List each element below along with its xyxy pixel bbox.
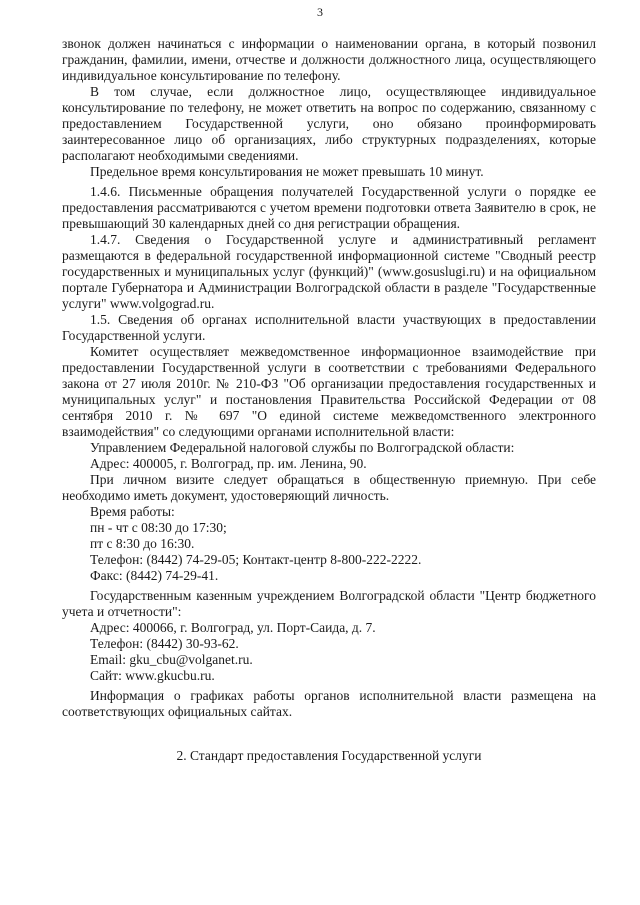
paragraph: Сайт: www.gkucbu.ru.: [90, 668, 215, 683]
paragraph: Email: gku_cbu@volganet.ru.: [90, 652, 253, 667]
paragraph: Государственным казенным учреждением Волгоградской области "Центр бюджетного учета и отчетности":: [62, 588, 596, 619]
paragraph: 1.5. Сведения об органах исполнительной власти участвующих в предоставлении Государственной услуги.: [62, 312, 596, 343]
section-title: 2. Стандарт предоставления Государственной услуги: [176, 748, 482, 763]
paragraph: Адрес: 400005, г. Волгоград, пр. им. Ленина, 90.: [90, 456, 367, 471]
paragraph: Телефон: (8442) 74-29-05; Контакт-центр 8-800-222-2222.: [90, 552, 422, 567]
page-number: 3: [317, 5, 323, 19]
document-body: [62, 36, 596, 720]
paragraph: Адрес: 400066, г. Волгоград, ул. Порт-Саида, д. 7.: [90, 620, 376, 635]
paragraph: В том случае, если должностное лицо, осуществляющее индивидуальное консультирование по телефону, не может ответить на вопрос по содержанию, связанному с предоставлением Государственной услуги, оно обязано проинформировать заинтересованное лицо об организациях, либо структурных подразделениях, которые располагают необходимыми сведениями.: [62, 84, 596, 163]
paragraph: 1.4.7. Сведения о Государственной услуге и административный регламент размещаются в федеральной государственной информационной системе "Сводный реестр государственных и муниципальных услуг (функций)" (www.gosuslugi.ru) и на официальном портале Губернатора и Администрации Волгоградской области в разделе "Государственные услуги" www.volgograd.ru.: [62, 232, 596, 311]
paragraph: Предельное время консультирования не может превышать 10 минут.: [90, 164, 484, 179]
paragraph: Комитет осуществляет межведомственное информационное взаимодействие при предоставлении Государственной услуги в соответствии с требованиями Федерального закона от 27 июля 2010г. № 210-ФЗ "Об организации предоставления государственных и муниципальных услуг" и постановления Правительства Российской Федерации от 08 сентября 2010 г. № 697 "О единой системе межведомственного электронного взаимодействия" со следующими органами исполнительной власти:: [62, 344, 596, 439]
paragraph: Факс: (8442) 74-29-41.: [90, 568, 219, 583]
paragraph: При личном визите следует обращаться в общественную приемную. При себе необходимо иметь документ, удостоверяющий личность.: [62, 472, 596, 503]
paragraph: Управлением Федеральной налоговой службы по Волгоградской области:: [90, 440, 515, 455]
paragraph: 1.4.6. Письменные обращения получателей Государственной услуги о порядке ее предоставления рассматриваются с учетом времени подготовки ответа Заявителю в срок, не превышающий 30 календарных дней со дня регистрации обращения.: [62, 184, 596, 231]
paragraph: Информация о графиках работы органов исполнительной власти размещена на соответствующих официальных сайтах.: [62, 688, 596, 719]
paragraph: Время работы:: [90, 504, 175, 519]
paragraph: звонок должен начинаться с информации о наименовании органа, в который позвонил гражданин, фамилии, имени, отчестве и должности должностного лица, осуществляющего индивидуальное консультирование по телефону.: [62, 36, 596, 83]
paragraph: пн - чт с 08:30 до 17:30;: [90, 520, 227, 535]
paragraph: Телефон: (8442) 30-93-62.: [90, 636, 239, 651]
paragraph: пт с 8:30 до 16:30.: [90, 536, 195, 551]
